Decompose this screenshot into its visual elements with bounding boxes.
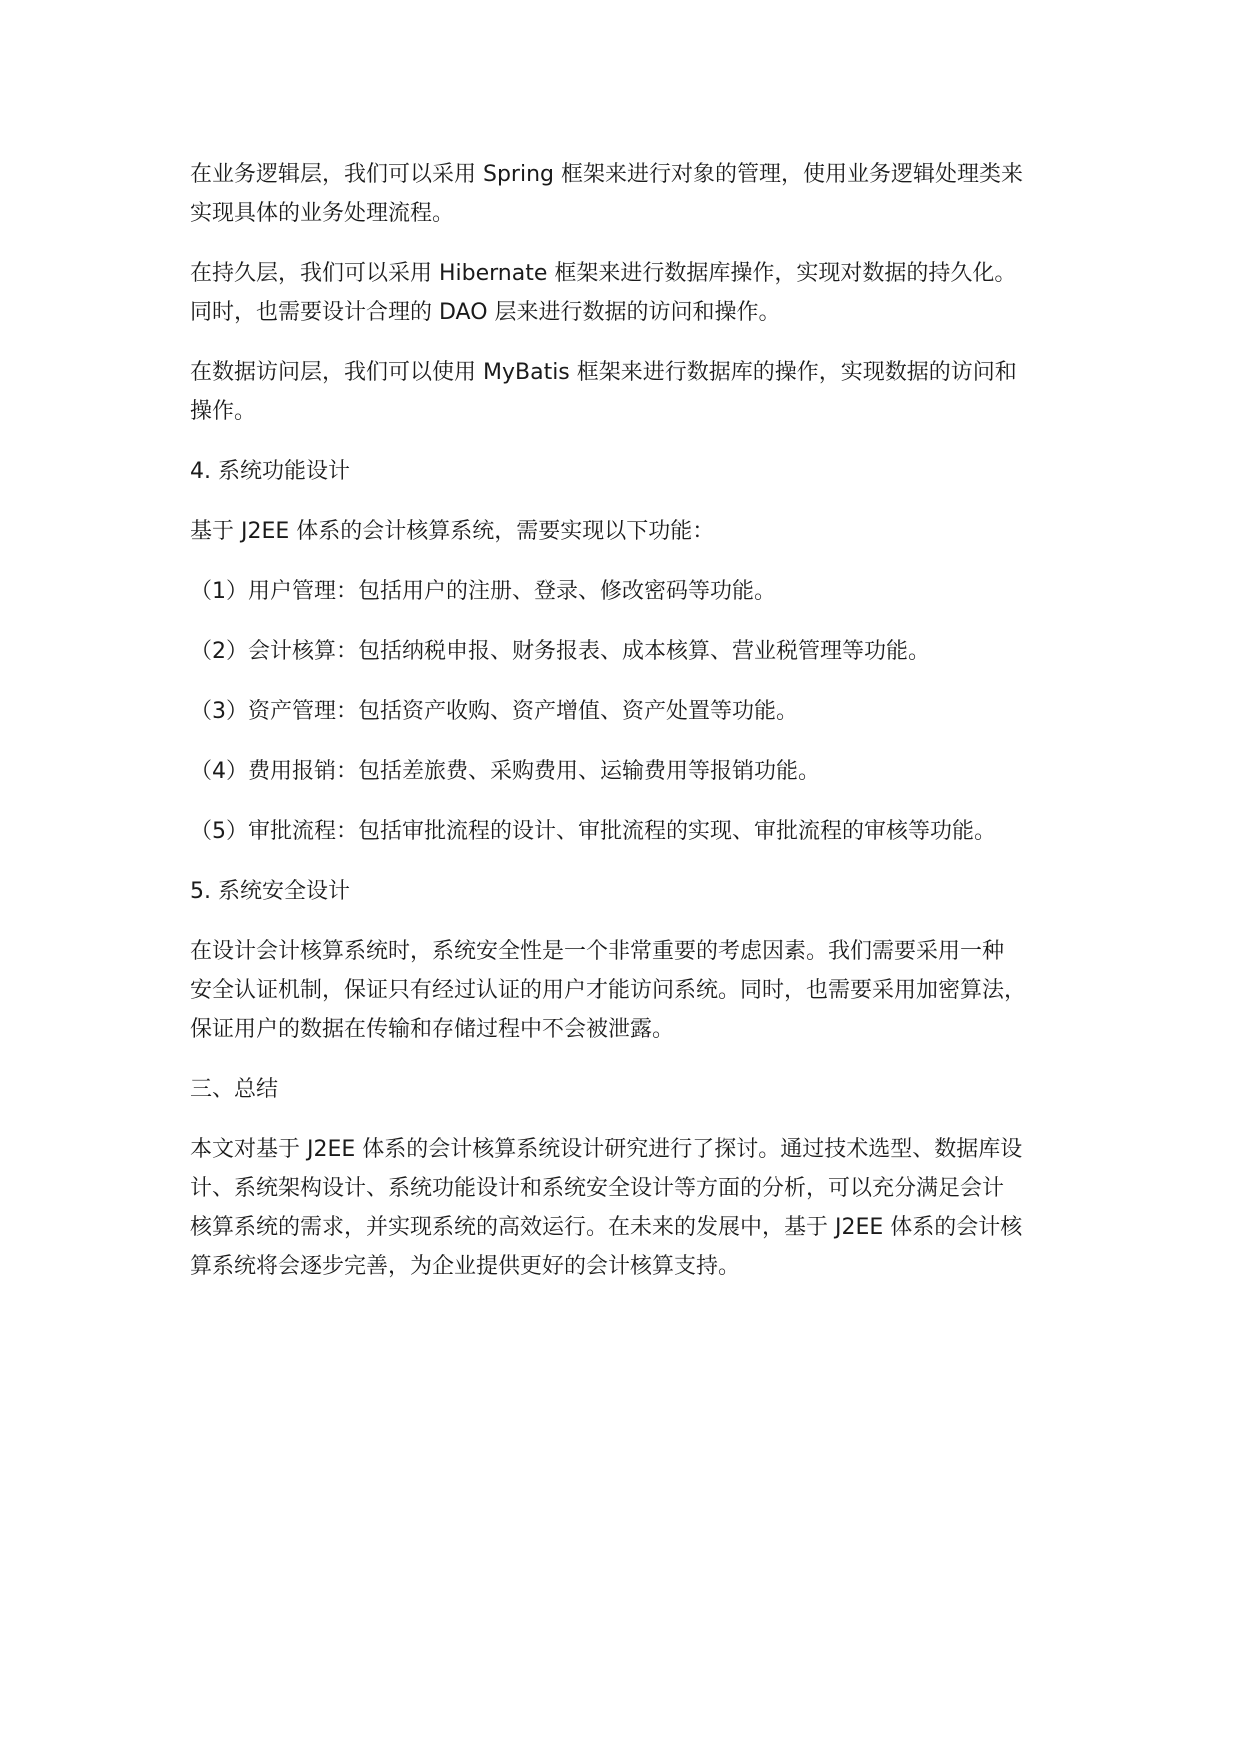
list-item-expense-reimbursement: [190, 752, 1090, 791]
paragraph-function-intro: [190, 512, 1090, 551]
paragraph-security: [190, 932, 1090, 1049]
text-line: 在业务逻辑层，我们可以采用 Spring 框架来进行对象的管理，使用业务逻辑处理类来: [190, 162, 1023, 187]
text-line: （3）资产管理：包括资产收购、资产增值、资产处置等功能。: [190, 699, 798, 724]
paragraph-data-access-layer: [190, 353, 1090, 431]
paragraph-summary: [190, 1130, 1090, 1286]
text-line: 在设计会计核算系统时，系统安全性是一个非常重要的考虑因素。我们需要采用一种: [190, 939, 1005, 964]
text-line: （5）审批流程：包括审批流程的设计、审批流程的实现、审批流程的审核等功能。: [190, 819, 996, 844]
list-item-asset-management: [190, 692, 1090, 731]
section-heading-security-design: [190, 872, 1090, 911]
list-item-user-management: [190, 572, 1090, 611]
list-item-accounting: [190, 632, 1090, 671]
text-line: 保证用户的数据在传输和存储过程中不会被泄露。: [190, 1017, 675, 1042]
list-item-approval-process: [190, 812, 1090, 851]
text-line: 核算系统的需求，并实现系统的高效运行。在未来的发展中，基于 J2EE 体系的会计核: [190, 1215, 1023, 1240]
text-line: 计、系统架构设计、系统功能设计和系统安全设计等方面的分析，可以充分满足会计: [190, 1176, 1005, 1201]
text-line: 操作。: [190, 399, 257, 424]
text-line: 算系统将会逐步完善，为企业提供更好的会计核算支持。: [190, 1254, 741, 1279]
text-line: （4）费用报销：包括差旅费、采购费用、运输费用等报销功能。: [190, 759, 820, 784]
text-line: （1）用户管理：包括用户的注册、登录、修改密码等功能。: [190, 579, 776, 604]
text-line: （2）会计核算：包括纳税申报、财务报表、成本核算、营业税管理等功能。: [190, 639, 930, 664]
text-line: 实现具体的业务处理流程。: [190, 201, 455, 226]
paragraph-persistence-layer: [190, 254, 1090, 332]
text-line: 基于 J2EE 体系的会计核算系统，需要实现以下功能：: [190, 519, 715, 544]
heading-text: 4. 系统功能设计: [190, 459, 350, 484]
paragraph-business-logic-layer: [190, 155, 1090, 233]
text-line: 在持久层，我们可以采用 Hibernate 框架来进行数据库操作，实现对数据的持久化。: [190, 261, 1017, 286]
section-heading-function-design: [190, 452, 1090, 491]
document-body: [190, 155, 1090, 1307]
text-line: 在数据访问层，我们可以使用 MyBatis 框架来进行数据库的操作，实现数据的访问和: [190, 360, 1017, 385]
text-line: 本文对基于 J2EE 体系的会计核算系统设计研究进行了探讨。通过技术选型、数据库设: [190, 1137, 1023, 1162]
text-line: 安全认证机制，保证只有经过认证的用户才能访问系统。同时，也需要采用加密算法，: [190, 978, 1027, 1003]
section-heading-summary: [190, 1070, 1090, 1109]
heading-text: 三、总结: [190, 1077, 279, 1102]
heading-text: 5. 系统安全设计: [190, 879, 350, 904]
text-line: 同时，也需要设计合理的 DAO 层来进行数据的访问和操作。: [190, 300, 781, 325]
